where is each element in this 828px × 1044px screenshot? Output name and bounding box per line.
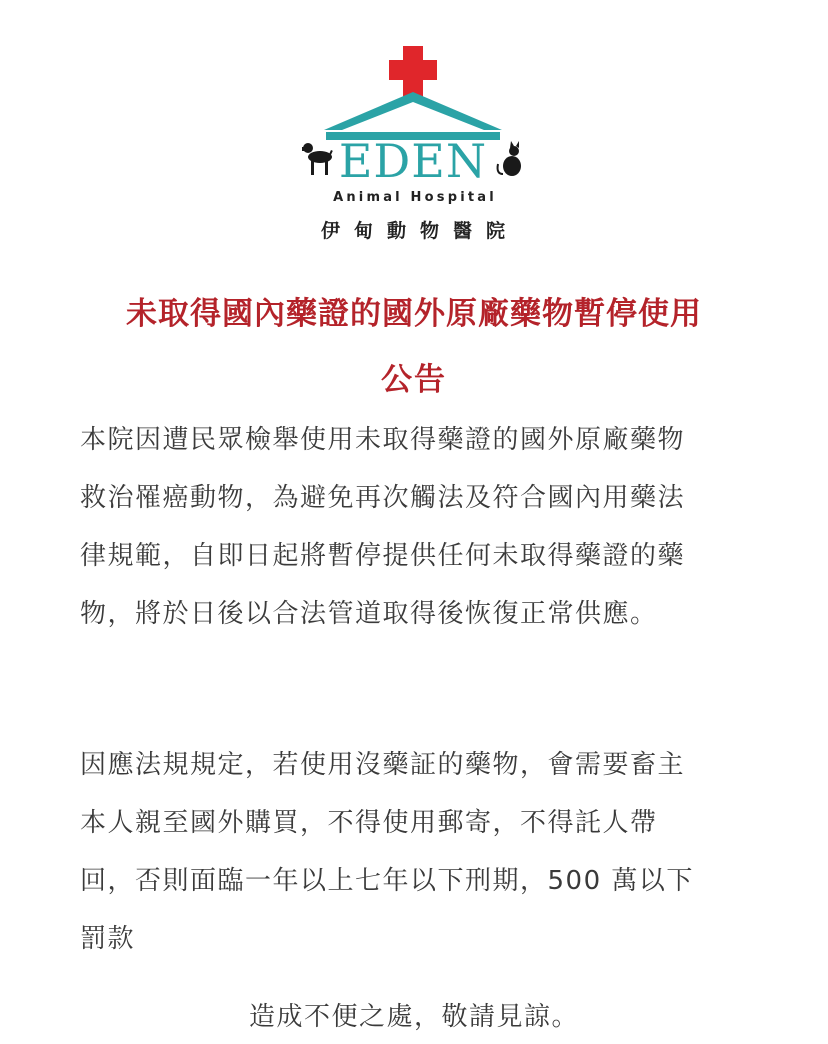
notice-subtitle: 公告 <box>381 362 447 398</box>
logo-subtitle-zh: 伊甸動物醫院 <box>320 220 519 242</box>
paragraph-line: 律規範，自即日起將暫停提供任何未取得藥證的藥 <box>80 541 686 571</box>
paragraph-line: 救治罹癌動物，為避免再次觸法及符合國內用藥法 <box>80 483 686 513</box>
red-cross-icon <box>389 46 437 98</box>
paragraph-line: 回，否則面臨一年以上七年以下刑期，500 萬以下 <box>80 866 694 896</box>
logo-subtitle-en: Animal Hospital <box>333 190 497 205</box>
hospital-logo <box>300 40 530 250</box>
paragraph-regulation <box>80 736 760 968</box>
paragraph-line: 罰款 <box>80 924 136 954</box>
cat-icon <box>498 141 521 176</box>
paragraph-line: 物，將於日後以合法管道取得後恢復正常供應。 <box>80 599 658 629</box>
paragraph-line: 本院因遭民眾檢舉使用未取得藥證的國外原廠藥物 <box>80 425 686 455</box>
brand-text: EDEN <box>338 134 488 188</box>
logo-graphic <box>300 40 530 190</box>
notice-title: 未取得國內藥證的國外原廠藥物暫停使用 <box>126 296 702 332</box>
paragraph-line: 本人親至國外購買，不得使用郵寄，不得託人帶 <box>80 808 658 838</box>
paragraph-line: 因應法規規定，若使用沒藥証的藥物，會需要畜主 <box>80 750 686 780</box>
paragraph-suspension <box>80 411 760 643</box>
dog-icon <box>302 143 333 175</box>
closing-line: 造成不便之處，敬請見諒。 <box>248 1002 579 1032</box>
